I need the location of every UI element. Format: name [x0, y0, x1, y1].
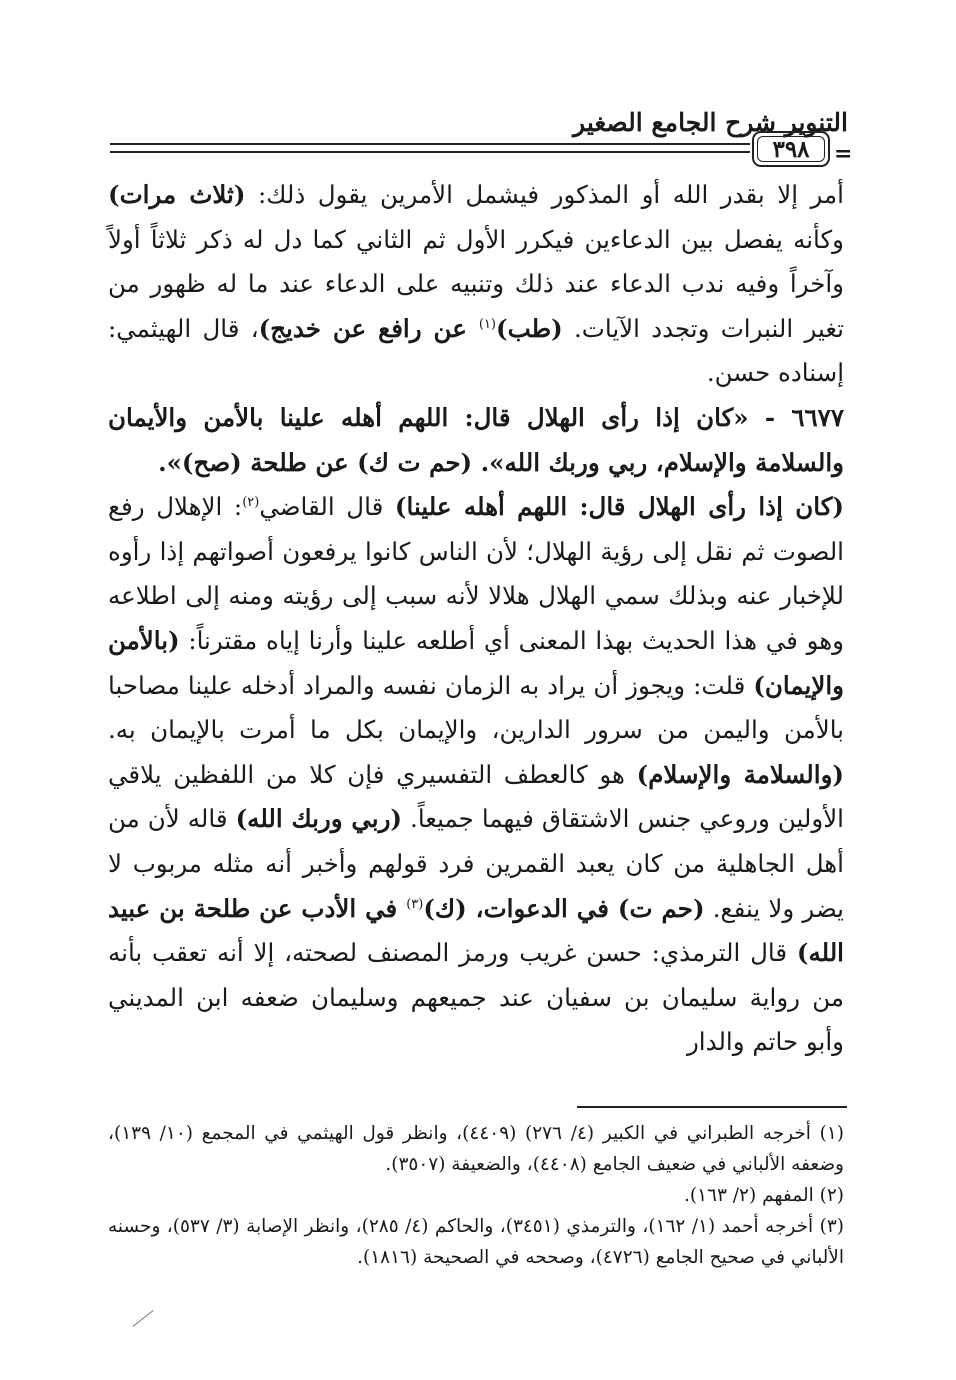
header-rule: [110, 143, 750, 153]
stray-pen-mark: [132, 1310, 153, 1327]
footnote-2: (٢) المفهم (٢/ ١٦٣).: [683, 1185, 844, 1206]
page-number-dash: =: [834, 141, 853, 167]
footnotes: [108, 1118, 844, 1273]
text-run: أمر إلا بقدر الله أو المذكور فيشمل الأمرين يقول ذلك:: [245, 180, 844, 209]
bold-run: (ثلاث مرات): [108, 180, 246, 209]
hadith-6677: [108, 396, 844, 485]
hadith-text: ٦٦٧٧ - «كان إذا رأى الهلال قال: اللهم أهله علينا بالأمن والأيمان والسلامة والإسلام، ربي وربك الله». (حم ت ك) عن طلحة (صح)».: [108, 402, 844, 477]
footnote-divider: [577, 1106, 847, 1108]
footnote-ref-2[interactable]: (٢): [242, 495, 260, 510]
bold-run: (بالأمن والإيمان): [108, 625, 844, 700]
bold-run: (ربي وربك الله): [235, 804, 403, 834]
page-number: ٣٩٨: [772, 135, 810, 163]
main-text: [108, 173, 844, 1065]
text-run: قال القاضي: [259, 492, 395, 522]
bold-run: (كان إذا رأى الهلال قال: اللهم أهله علينا): [394, 492, 844, 522]
text-run: : الإهلال رفع الصوت ثم نقل إلى رؤية الهلال؛ لأن الناس كانوا يرفعون أصواتهم إذا رأوه للإخبار عنه وبذلك سمي الهلال هلالا لأنه سبب إلى رؤيته ومنه إلى اطلاعه وهو في هذا الحديث بهذا المعنى أي أطلعه علينا وأرنا إياه مقترناً:: [108, 492, 844, 655]
footnote-1: (١) أخرجه الطبراني في الكبير (٤/ ٢٧٦) (٤٤٠٩)، وانظر قول الهيثمي في المجمع (١٠/ ١٣٩)، وضعفه الألباني في ضعيف الجامع (٤٤٠٨)، والضعيفة (٣٥٠٧).: [108, 1123, 844, 1175]
page-number-box: [752, 131, 830, 167]
paragraph-commentary: [108, 485, 844, 1065]
text-run: هو كالعطف التفسيري فإن كلا من اللفظين يلاقي الأولين وروعي جنس الاشتقاق فيهما جميعاً.: [108, 759, 844, 834]
footnote-ref-1[interactable]: (١): [478, 316, 496, 332]
bold-run: في الأدب عن طلحة بن عبيد الله): [108, 893, 844, 968]
text-run: قال الترمذي: حسن غريب ورمز المصنف لصحته، إلا أنه تعقب بأنه من رواية سليمان بن سفيان عند جميعهم وسليمان ضعفه ابن المديني وأبو حاتم والدار: [108, 938, 844, 1057]
text-run: وكأنه يفصل بين الدعاءين فيكرر الأول ثم الثاني كما دل له ذكر ثلاثاً أولاً وآخراً وفيه ندب الدعاء عند ذلك وتنبيه على الدعاء عند ما له ظهور من تغير النبرات وتجدد الآيات.: [108, 224, 844, 343]
text-run: قلت: ويجوز أن يراد به الزمان نفسه والمراد أدخله علينا مصاحبا بالأمن واليمن من سرور الدارين، والإيمان بكل ما أمرت بالإيمان به.: [108, 670, 844, 745]
bold-run: (والسلامة والإسلام): [636, 759, 844, 789]
text-run: قاله لأن من أهل الجاهلية من كان يعبد القمرين فرد قولهم وأخبر أنه مثله مربوب لا يضر ولا ينفع.: [108, 804, 845, 923]
footnote-3: (٣) أخرجه أحمد (١/ ١٦٢)، والترمذي (٣٤٥١)، والحاكم (٤/ ٢٨٥)، وانظر الإصابة (٣/ ٥٣٧)، وحسنه الألباني في صحيح الجامع (٤٧٢٦)، وصححه في الصحيحة (١٨١٦).: [108, 1216, 844, 1268]
running-title: التنوير شرح الجامع الصغير: [573, 108, 848, 137]
text-run: ، قال الهيثمي: إسناده حسن.: [108, 313, 844, 388]
bold-run: (حم ت) في الدعوات، (ك): [423, 893, 705, 923]
bold-run: (طب): [496, 313, 563, 343]
paragraph-1: [108, 173, 844, 396]
footnote-ref-3[interactable]: (٣): [406, 896, 424, 912]
bold-run: عن رافع عن خديج): [258, 313, 479, 343]
